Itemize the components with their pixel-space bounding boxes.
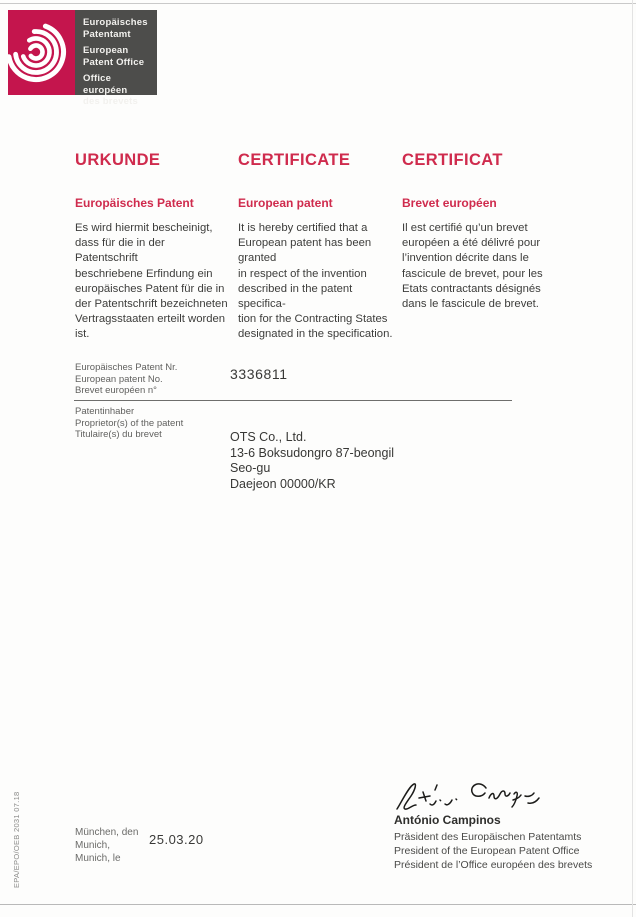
- text-line: European patent No.: [75, 373, 163, 385]
- form-number: EPA/EPO/OEB 2031 07.18: [12, 791, 21, 888]
- subtitle-de: Europäisches Patent: [75, 196, 194, 210]
- epo-spiral-icon: [8, 10, 75, 95]
- text-line: Europäisches Patent Nr.: [75, 362, 178, 373]
- text-line: Titulaire(s) du brevet: [75, 429, 162, 440]
- signatory-name: António Campinos: [394, 813, 501, 827]
- text-line: in respect of the invention: [238, 267, 367, 280]
- org-name-fr-line2: des brevets: [83, 96, 139, 107]
- text-line: l’invention décrite dans le: [402, 252, 529, 265]
- proprietor-labels: [75, 406, 183, 441]
- text-line: Es wird hiermit bescheinigt,: [75, 222, 213, 234]
- title-fr: CERTIFICAT: [402, 151, 503, 169]
- text-line: Il est certifié qu’un brevet: [402, 222, 528, 234]
- org-name-de-line1: Europäisches: [83, 17, 148, 28]
- text-line: tion for the Contracting States: [238, 313, 388, 326]
- proprietor-value: [230, 430, 394, 492]
- text-line: der Patentschrift bezeichneten: [75, 298, 228, 311]
- text-line: Seo-gu: [230, 461, 271, 475]
- column-english: [238, 150, 393, 343]
- title-en: CERTIFICATE: [238, 151, 351, 169]
- subtitle-fr: Brevet européen: [402, 196, 497, 210]
- body-en: [238, 221, 393, 343]
- subtitle-en: European patent: [238, 196, 333, 210]
- text-line: Präsident des Europäischen Patentamts: [394, 831, 582, 843]
- bottom-rule: [0, 904, 636, 905]
- org-name-en-line1: European: [83, 45, 129, 56]
- signatory-titles: [394, 831, 592, 872]
- body-de: [75, 221, 230, 343]
- text-line: Brevet européen n°: [75, 385, 157, 396]
- text-line: dass für die in der Patentschrift: [75, 237, 165, 265]
- top-rule: [0, 3, 636, 4]
- text-line: Munich, le: [75, 853, 121, 864]
- text-line: OTS Co., Ltd.: [230, 430, 307, 444]
- epo-logo: [8, 10, 157, 107]
- text-line: Vertragsstaaten erteilt worden ist.: [75, 313, 226, 341]
- column-german: [75, 150, 230, 343]
- column-french: [402, 150, 557, 312]
- text-line: President of the European Patent Office: [394, 844, 580, 857]
- text-line: Président de l’Office européen des brevets: [394, 858, 593, 871]
- text-line: European patent has been granted: [238, 237, 372, 265]
- right-scan-edge: [632, 0, 633, 917]
- signature-icon: [392, 779, 547, 815]
- text-line: Etats contractants désignés: [402, 282, 541, 295]
- text-line: dans le fascicule de brevet.: [402, 298, 539, 311]
- text-line: designated in the specification.: [238, 328, 393, 341]
- text-line: München, den: [75, 827, 139, 838]
- text-line: européen a été délivré pour: [402, 237, 541, 250]
- org-name-en-line2: Patent Office: [83, 56, 145, 68]
- field-divider: [74, 400, 512, 401]
- text-line: 13-6 Boksudongro 87-beongil: [230, 445, 395, 460]
- patent-number-value: 3336811: [230, 366, 288, 382]
- text-line: beschriebene Erfindung ein: [75, 267, 213, 280]
- title-de: URKUNDE: [75, 151, 161, 169]
- epo-logo-wordmark: [75, 10, 157, 107]
- text-line: Daejeon 00000/KR: [230, 476, 336, 491]
- date-value: 25.03.20: [149, 832, 204, 847]
- text-line: Munich,: [75, 840, 111, 851]
- text-line: Patentinhaber: [75, 406, 135, 417]
- org-name-fr-line1: Office européen: [83, 73, 128, 96]
- patent-number-labels: [75, 362, 177, 397]
- text-line: fascicule de brevet, pour les: [402, 267, 543, 280]
- text-line: It is hereby certified that a: [238, 222, 368, 234]
- text-line: europäisches Patent für die in: [75, 282, 225, 295]
- text-line: Proprietor(s) of the patent: [75, 417, 184, 429]
- org-name-de-line2: Patentamt: [83, 28, 131, 40]
- text-line: described in the patent specifica-: [238, 282, 353, 311]
- date-labels: [75, 826, 138, 865]
- body-fr: [402, 221, 557, 312]
